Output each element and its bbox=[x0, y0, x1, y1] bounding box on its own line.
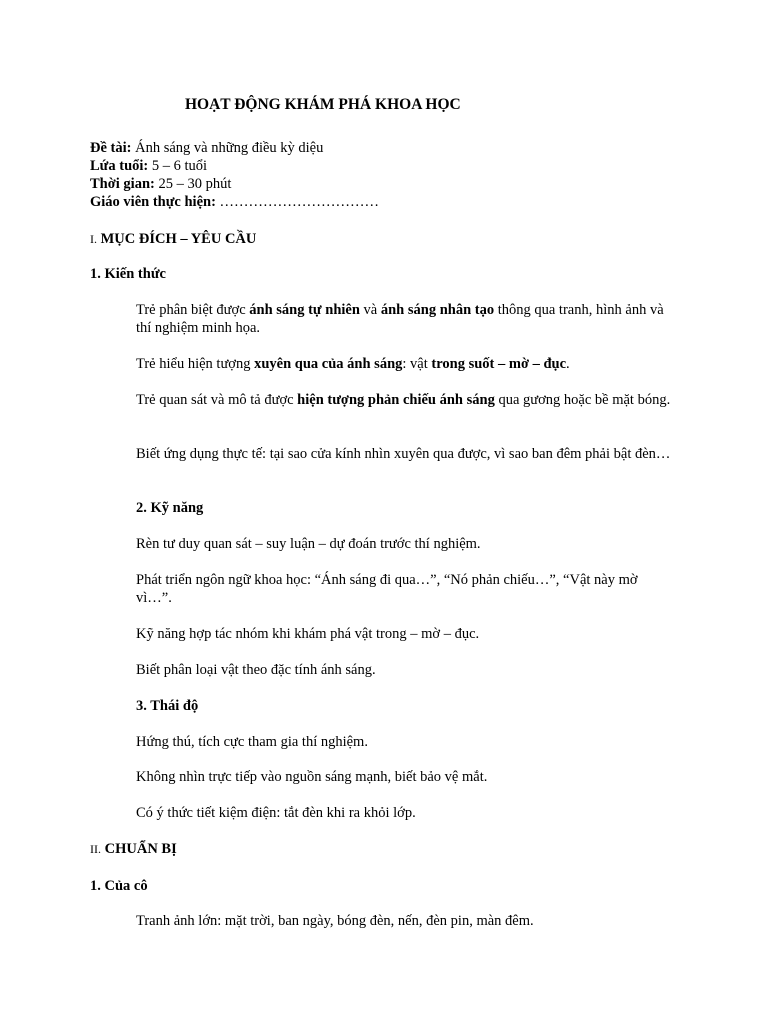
info-duration bbox=[90, 175, 379, 193]
paragraph: Không nhìn trực tiếp vào nguồn sáng mạnh, biết bảo vệ mắt. bbox=[136, 769, 488, 785]
section-number: I. bbox=[90, 232, 97, 246]
text-run: : vật bbox=[402, 356, 432, 372]
text-run: . bbox=[566, 356, 570, 372]
info-value: …………………………… bbox=[215, 194, 380, 210]
paragraph: Kỹ năng hợp tác nhóm khi khám phá vật trong – mờ – đục. bbox=[136, 626, 480, 642]
info-value: Ánh sáng và những điều kỳ diệu bbox=[131, 140, 324, 156]
bold-run: trong suốt – mờ – đục bbox=[431, 356, 567, 372]
subheading-teacher: 1. Của cô bbox=[90, 878, 148, 894]
info-label: Thời gian: bbox=[90, 176, 155, 192]
subheading-skills: 2. Kỹ năng bbox=[136, 500, 204, 516]
info-label: Đề tài: bbox=[90, 140, 132, 156]
info-value: 25 – 30 phút bbox=[154, 176, 232, 192]
bold-run: ánh sáng tự nhiên bbox=[249, 302, 360, 318]
text-run: thông qua tranh, hình ảnh và thí nghiệm minh họa. bbox=[136, 302, 664, 336]
subheading-attitude: 3. Thái độ bbox=[136, 698, 199, 714]
text-run: và bbox=[359, 302, 381, 318]
paragraph: Phát triển ngôn ngữ khoa học: “Ánh sáng đi qua…”, “Nó phản chiếu…”, “Vật này mờ vì…”. bbox=[136, 572, 638, 606]
section-number: II. bbox=[90, 842, 101, 856]
bold-run: hiện tượng phản chiếu ánh sáng bbox=[297, 392, 495, 408]
paragraph: Rèn tư duy quan sát – suy luận – dự đoán trước thí nghiệm. bbox=[136, 536, 481, 552]
section-title: CHUẨN BỊ bbox=[101, 841, 177, 857]
paragraph: Có ý thức tiết kiệm điện: tắt đèn khi ra khỏi lớp. bbox=[136, 805, 416, 821]
paragraph: Hứng thú, tích cực tham gia thí nghiệm. bbox=[136, 734, 368, 750]
text-run: Trẻ phân biệt được bbox=[136, 302, 250, 318]
section-heading-preparation bbox=[90, 840, 177, 858]
paragraph bbox=[136, 355, 676, 373]
info-label: Giáo viên thực hiện: bbox=[90, 194, 216, 210]
lesson-info bbox=[90, 139, 379, 211]
paragraph: Biết ứng dụng thực tế: tại sao cửa kính nhìn xuyên qua được, vì sao ban đêm phải bật đèn… bbox=[136, 446, 671, 462]
info-label: Lứa tuổi: bbox=[90, 158, 149, 174]
subheading-knowledge: 1. Kiến thức bbox=[90, 266, 166, 282]
paragraph: Tranh ảnh lớn: mặt trời, ban ngày, bóng đèn, nến, đèn pin, màn đêm. bbox=[136, 913, 534, 929]
info-value: 5 – 6 tuổi bbox=[148, 158, 208, 174]
bold-run: ánh sáng nhân tạo bbox=[380, 302, 495, 318]
paragraph bbox=[136, 301, 676, 337]
paragraph bbox=[136, 391, 676, 409]
text-run: Trẻ hiểu hiện tượng bbox=[136, 356, 255, 372]
paragraph: Biết phân loại vật theo đặc tính ánh sáng. bbox=[136, 662, 376, 678]
bold-run: xuyên qua của ánh sáng bbox=[254, 356, 403, 372]
info-age bbox=[90, 157, 379, 175]
section-heading-objectives bbox=[90, 230, 256, 248]
info-teacher bbox=[90, 193, 379, 211]
document-title: HOẠT ĐỘNG KHÁM PHÁ KHOA HỌC bbox=[185, 96, 461, 113]
section-title: MỤC ĐÍCH – YÊU CẦU bbox=[97, 231, 257, 247]
text-run: qua gương hoặc bề mặt bóng. bbox=[494, 392, 671, 408]
info-topic bbox=[90, 139, 379, 157]
text-run: Trẻ quan sát và mô tả được bbox=[136, 392, 298, 408]
